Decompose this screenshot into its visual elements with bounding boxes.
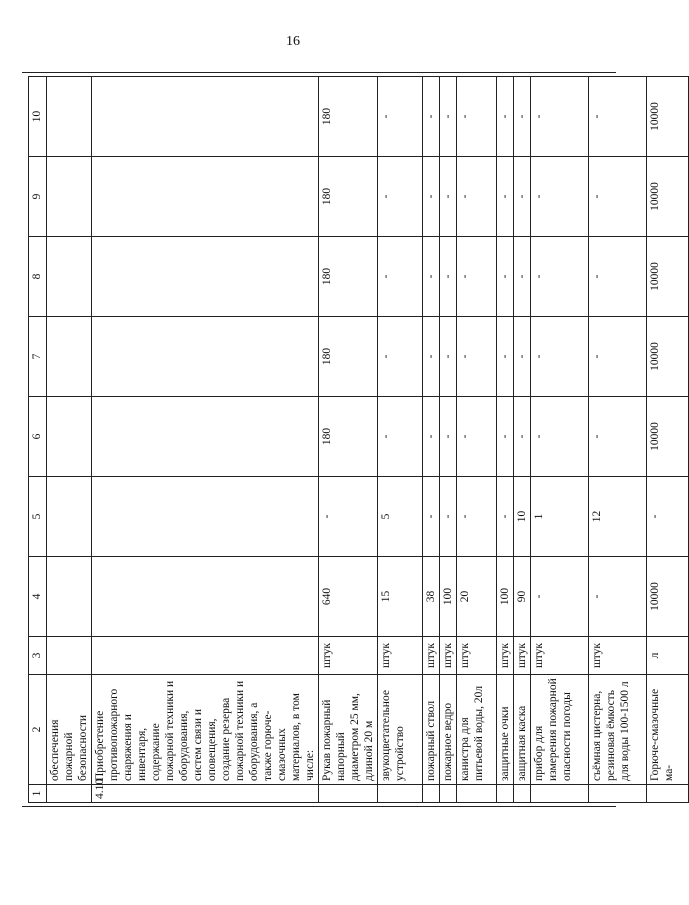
cell-c5: -	[457, 477, 497, 557]
page-number: 16	[286, 34, 300, 49]
cell-c5: 1	[531, 477, 589, 557]
cell-c9	[47, 157, 92, 237]
cell-c5: 12	[589, 477, 647, 557]
cell-name: Горюче-смазочные ма-	[647, 675, 689, 785]
cell-name: Приобретение противопожарного снаряжения и инвентаря, содержание пожарной техники и оборудования, систем связи и оповещения, создание резерва пожарной техники и оборудования, а также горюче-смазочных материалов, в том числе:	[92, 675, 319, 785]
cell-unit: л	[647, 637, 689, 675]
cell-name: обеспечения пожарной безопасности	[47, 675, 92, 785]
cell-c7: -	[440, 317, 457, 397]
header-cell: 3	[29, 637, 47, 675]
table-row	[647, 77, 689, 803]
cell-c4: -	[589, 557, 647, 637]
cell-c4: 38	[423, 557, 440, 637]
cell-c6	[47, 397, 92, 477]
cell-c9: -	[531, 157, 589, 237]
cell-c7: -	[531, 317, 589, 397]
cell-name: пожарный ствол	[423, 675, 440, 785]
cell-c4	[47, 557, 92, 637]
table-row	[457, 77, 497, 803]
cell-c6: 180	[319, 397, 378, 477]
cell-no	[497, 785, 514, 803]
cell-c10: -	[497, 77, 514, 157]
cell-name: защитная каска	[514, 675, 531, 785]
cell-c6: 10000	[647, 397, 689, 477]
cell-c9: -	[589, 157, 647, 237]
scan-line	[22, 806, 616, 807]
header-cell: 5	[29, 477, 47, 557]
cell-name: канистра для питьевой воды, 20л	[457, 675, 497, 785]
header-row	[29, 77, 47, 803]
cell-c4	[92, 557, 319, 637]
header-cell: 1	[29, 785, 47, 803]
cell-c6: -	[531, 397, 589, 477]
cell-c4: 20	[457, 557, 497, 637]
cell-c7: -	[378, 317, 423, 397]
cell-c5: -	[647, 477, 689, 557]
cell-unit: штук	[440, 637, 457, 675]
cell-no	[378, 785, 423, 803]
cell-c8: -	[589, 237, 647, 317]
table-row	[378, 77, 423, 803]
cell-c10: 180	[319, 77, 378, 157]
cell-name: пожарное ведро	[440, 675, 457, 785]
header-cell: 9	[29, 157, 47, 237]
cell-c8: -	[440, 237, 457, 317]
cell-name: защитные очки	[497, 675, 514, 785]
cell-c9: 10000	[647, 157, 689, 237]
cell-c7	[47, 317, 92, 397]
table-row	[589, 77, 647, 803]
cell-c6: -	[457, 397, 497, 477]
cell-c6: -	[378, 397, 423, 477]
cell-no	[47, 785, 92, 803]
scan-line	[22, 72, 616, 73]
table-row	[514, 77, 531, 803]
cell-c9: -	[378, 157, 423, 237]
header-cell: 7	[29, 317, 47, 397]
cell-c10	[47, 77, 92, 157]
table-row	[497, 77, 514, 803]
table-row	[440, 77, 457, 803]
cell-c8: -	[457, 237, 497, 317]
cell-unit: штук	[514, 637, 531, 675]
header-cell: 6	[29, 397, 47, 477]
cell-name: съёмная цистерна, резиновая ёмкость для воды 100-1500 л	[589, 675, 647, 785]
cell-no: 4.10	[92, 785, 319, 803]
cell-name: Рукав пожарный напорный диаметром 25 мм, длиной 20 м	[319, 675, 378, 785]
cell-c9: -	[423, 157, 440, 237]
cell-c5: 5	[378, 477, 423, 557]
cell-c7: -	[514, 317, 531, 397]
cell-c8: -	[497, 237, 514, 317]
cell-c6: -	[514, 397, 531, 477]
cell-c5	[92, 477, 319, 557]
cell-c8	[47, 237, 92, 317]
cell-unit: штук	[378, 637, 423, 675]
cell-c9: -	[514, 157, 531, 237]
cell-c6: -	[440, 397, 457, 477]
cell-c10: -	[378, 77, 423, 157]
cell-c8: -	[514, 237, 531, 317]
cell-c9: -	[497, 157, 514, 237]
cell-unit: штук	[319, 637, 378, 675]
cell-no	[514, 785, 531, 803]
cell-c8: 180	[319, 237, 378, 317]
header-cell: 8	[29, 237, 47, 317]
cell-c5: -	[440, 477, 457, 557]
cell-c10: -	[531, 77, 589, 157]
cell-c10	[92, 77, 319, 157]
cell-c10: -	[423, 77, 440, 157]
cell-c7: 180	[319, 317, 378, 397]
cell-unit: штук	[423, 637, 440, 675]
cell-unit: штук	[589, 637, 647, 675]
cell-name: прибор для измерения пожарной опасности погоды	[531, 675, 589, 785]
cell-c7: 10000	[647, 317, 689, 397]
budget-table	[28, 76, 689, 803]
cell-c8: -	[378, 237, 423, 317]
cell-c10: 10000	[647, 77, 689, 157]
cell-c6	[92, 397, 319, 477]
cell-unit	[92, 637, 319, 675]
cell-c6: -	[423, 397, 440, 477]
cell-c4: 640	[319, 557, 378, 637]
cell-no	[457, 785, 497, 803]
cell-unit: штук	[497, 637, 514, 675]
cell-no	[647, 785, 689, 803]
cell-c5: -	[319, 477, 378, 557]
cell-c5: -	[497, 477, 514, 557]
cell-c9: -	[440, 157, 457, 237]
rotated-table-container	[28, 77, 676, 803]
cell-no	[423, 785, 440, 803]
cell-c10: -	[457, 77, 497, 157]
cell-c9	[92, 157, 319, 237]
cell-no	[531, 785, 589, 803]
cell-c5: -	[423, 477, 440, 557]
cell-c4: 100	[440, 557, 457, 637]
cell-c9: -	[457, 157, 497, 237]
cell-no	[319, 785, 378, 803]
cell-c8: -	[423, 237, 440, 317]
cell-c7	[92, 317, 319, 397]
cell-c10: -	[514, 77, 531, 157]
cell-c7: -	[457, 317, 497, 397]
cell-unit	[47, 637, 92, 675]
cell-no	[440, 785, 457, 803]
cell-c5: 10	[514, 477, 531, 557]
cell-c6: -	[497, 397, 514, 477]
table-row	[531, 77, 589, 803]
cell-c4: 90	[514, 557, 531, 637]
table-row	[423, 77, 440, 803]
cell-c4: 100	[497, 557, 514, 637]
cell-c5	[47, 477, 92, 557]
cell-c8: 10000	[647, 237, 689, 317]
cell-c8	[92, 237, 319, 317]
header-cell: 2	[29, 675, 47, 785]
header-cell: 4	[29, 557, 47, 637]
cell-c6: -	[589, 397, 647, 477]
table-row	[319, 77, 378, 803]
cell-c4: 10000	[647, 557, 689, 637]
cell-c10: -	[440, 77, 457, 157]
cell-c4: 15	[378, 557, 423, 637]
cell-unit: штук	[531, 637, 589, 675]
cell-c7: -	[589, 317, 647, 397]
table-row	[47, 77, 92, 803]
cell-c9: 180	[319, 157, 378, 237]
cell-name: звукоцветательное устройство	[378, 675, 423, 785]
cell-c7: -	[423, 317, 440, 397]
cell-c4: -	[531, 557, 589, 637]
cell-c10: -	[589, 77, 647, 157]
cell-unit: штук	[457, 637, 497, 675]
header-cell: 10	[29, 77, 47, 157]
cell-c8: -	[531, 237, 589, 317]
cell-no	[589, 785, 647, 803]
cell-c7: -	[497, 317, 514, 397]
table-row	[92, 77, 319, 803]
